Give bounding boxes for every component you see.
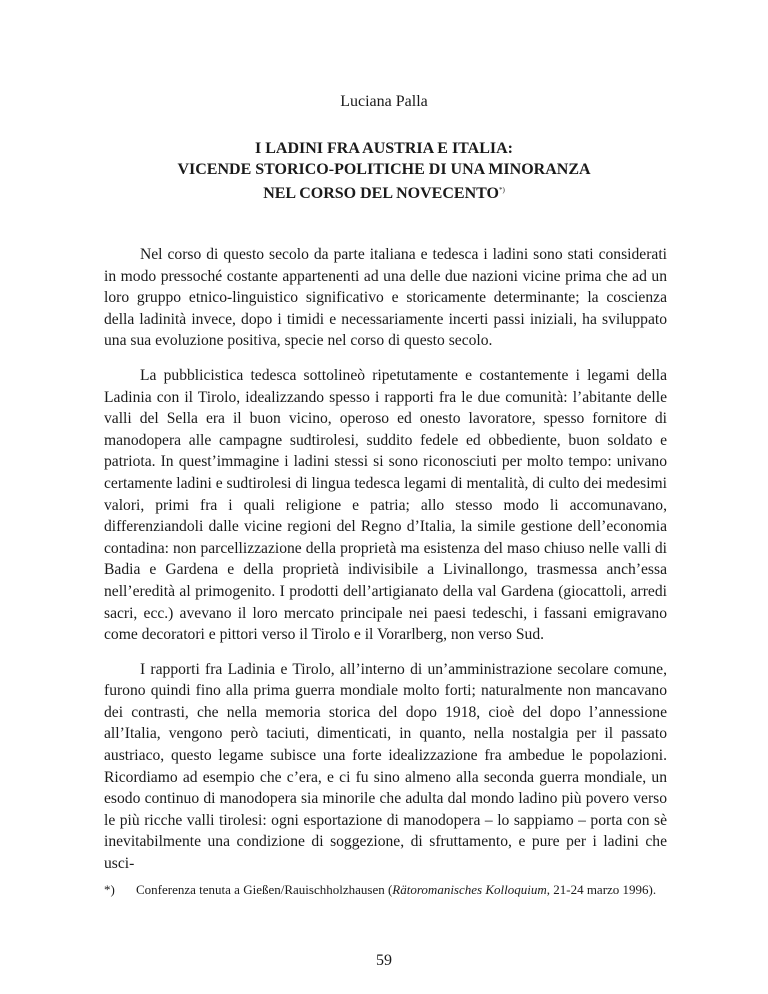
body-text [104,244,667,888]
footnote-text [136,881,656,898]
title-line-3-text: NEL CORSO DEL NOVECENTO [263,185,499,202]
title-line-1: I LADINI FRA AUSTRIA E ITALIA: [255,140,513,157]
footnote-text-before: Conferenza tenuta a Gießen/Rauischholzhausen ( [136,882,393,897]
paragraph-2: La pubblicistica tedesca sottolineò ripetutamente e costantemente i legami della Ladinia con il Tirolo, idealizzando spesso i rapporti fra le due comunità: l’abitante delle valli del Sella era il buon vicino, operoso ed onesto lavoratore, spesso fornitore di manodopera alle campagne sudtirolesi, suddito fedele ed obbediente, buon soldato e patriota. In quest’immagine i ladini stessi si sono riconosciuti per molto tempo: univano certamente ladini e sudtirolesi di lingua tedesca legami di mentalità, di culto dei medesimi valori, primi fra i quali religione e patria; allo stesso modo li accomunavano, differenziandoli dalle vicine regioni del Regno d’Italia, la simile gestione dell’economia contadina: non parcellizzazione della proprietà ma esistenza del maso chiuso nelle valli di Badia e Gardena e della proprietà indivisibile a Livinallongo, trasmessa anch’essa nell’eredità al primogenito. I prodotti dell’artigianato della val Gardena (giocattoli, arredi sacri, ecc.) avevano il loro mercato principale nei paesi tedeschi, i fassani emigravano come decoratori e pittori verso il Tirolo e il Vorarlberg, non verso Sud. [104,366,667,644]
paragraph-3: I rapporti fra Ladinia e Tirolo, all’interno di un’amministrazione secolare comune, furono quindi fino alla prima guerra mondiale molto forti; naturalmente non mancavano dei contrasti, che nella memoria storica del dopo 1918, cioè del dopo l’annessione all’Italia, vengono però taciuti, dimenticati, in quanto, nella nostalgia per il passato austriaco, questo legame subisce una forte idealizzazione fra ambedue le popolazioni. Ricordiamo ad esempio che c’era, e ci fu sino almeno alla seconda guerra mondiale, un esodo continuo di manodopera sia minorile che adulta dal mondo ladino più povero verso le più ricche valli tirolesi: ogni esportazione di manodopera – lo sappiamo – porta con sè inevitabilmente una condizione di soggezione, di sfruttamento, e pure per i ladini che usci- [104,660,667,873]
author-name: Luciana Palla [340,93,428,110]
title-line-2: VICENDE STORICO-POLITICHE DI UNA MINORANZA [177,161,591,178]
article-title [0,138,768,204]
paragraph-1: Nel corso di questo secolo da parte italiana e tedesca i ladini sono stati considerati in modo pressoché costante appartenenti ad una delle due nazioni vicine prima che ad un loro gruppo etnico-linguistico significativo e storicamente determinante; la coscienza della ladinità invece, dopo i timidi e necessariamente incerti passi iniziali, ha sviluppato una sua evoluzione positiva, specie nel corso di questo secolo. [104,246,667,350]
footnote-text-after: , 21-24 marzo 1996). [546,882,657,897]
footnote-mark: *) [104,882,115,897]
page-number: 59 [376,952,392,969]
footnote-text-italic: Rätoromanisches Kolloquium [392,882,547,897]
title-footnote-mark: *) [498,186,505,194]
footnote [104,881,667,898]
title-line-3 [0,180,768,204]
footnote-line [104,881,667,898]
